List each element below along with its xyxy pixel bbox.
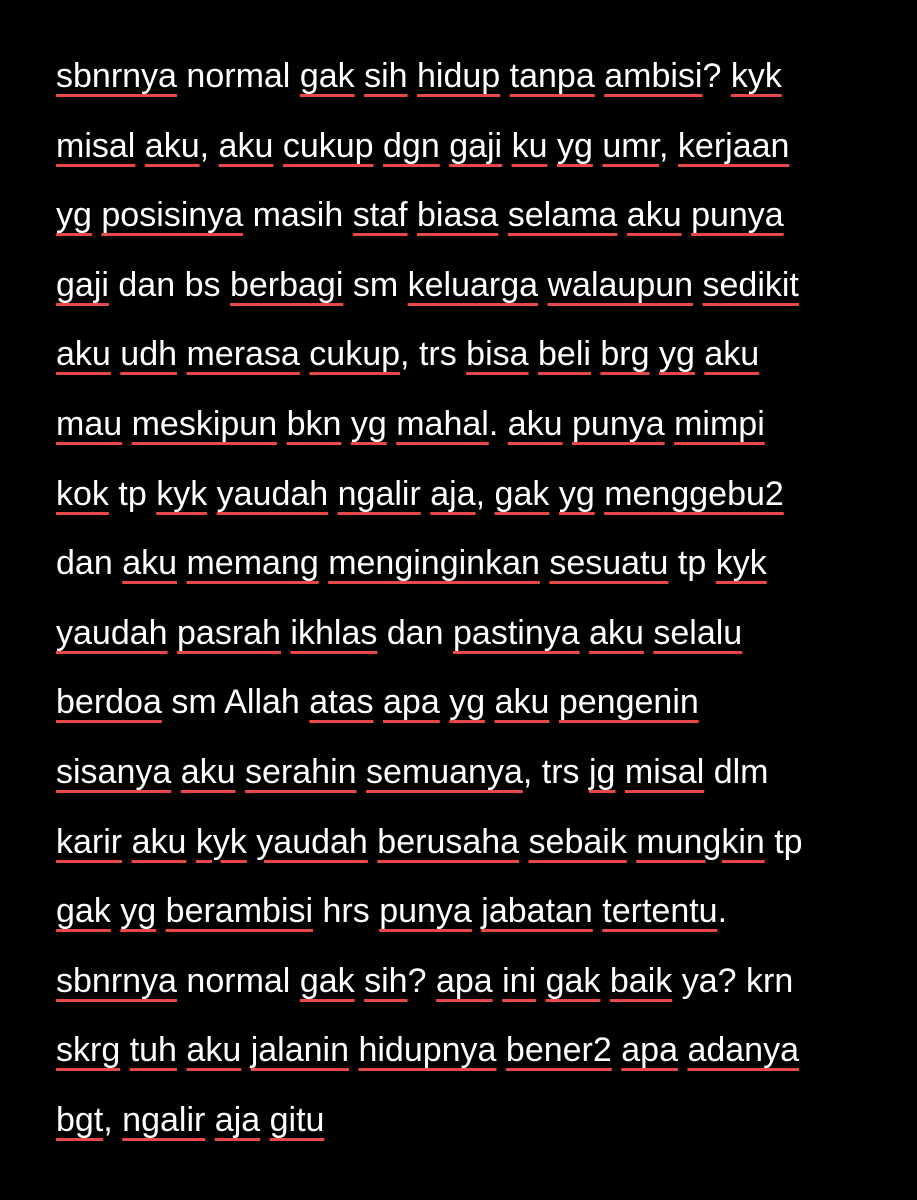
- misspelled-word[interactable]: kyk: [156, 474, 208, 513]
- misspelled-word[interactable]: atas: [309, 683, 374, 722]
- misspelled-word[interactable]: gak: [56, 892, 111, 931]
- misspelled-word[interactable]: berbagi: [229, 265, 344, 304]
- misspelled-word[interactable]: pasrah: [177, 613, 281, 652]
- misspelled-word[interactable]: yg: [350, 404, 387, 443]
- misspelled-word[interactable]: gak: [494, 474, 550, 513]
- misspelled-word[interactable]: sih: [364, 961, 408, 1000]
- misspelled-word[interactable]: yg: [556, 126, 593, 165]
- misspelled-word[interactable]: sedikit: [702, 265, 799, 304]
- word: normal: [186, 961, 291, 1000]
- misspelled-word[interactable]: merasa: [186, 335, 300, 374]
- misspelled-word[interactable]: tuh: [129, 1031, 177, 1070]
- text-line: [56, 185, 896, 255]
- misspelled-word[interactable]: ambisi: [604, 57, 703, 95]
- misspelled-word[interactable]: aku: [704, 335, 760, 374]
- text-line: [56, 464, 896, 534]
- text-line: [56, 324, 896, 394]
- misspelled-word[interactable]: mimpi: [674, 404, 765, 443]
- misspelled-word[interactable]: sebaik: [528, 822, 627, 861]
- misspelled-word[interactable]: baik: [609, 961, 673, 1000]
- word: krn: [746, 961, 794, 1000]
- text-line: [56, 116, 896, 186]
- word: sm: [171, 683, 217, 722]
- punctuation: ,: [400, 335, 410, 374]
- text-line: [56, 951, 896, 1021]
- punctuation: .: [488, 404, 499, 443]
- text-line: [56, 603, 896, 673]
- word: ya?: [681, 961, 737, 1000]
- punctuation: ,: [103, 1100, 113, 1139]
- text-line: [56, 742, 896, 812]
- misspelled-word[interactable]: gaji: [56, 265, 109, 304]
- misspelled-word[interactable]: sbnrnya: [56, 57, 177, 95]
- misspelled-word[interactable]: walaupun: [547, 265, 694, 304]
- misspelled-word[interactable]: aku: [56, 335, 111, 374]
- text-editor-area[interactable]: [56, 46, 896, 1160]
- misspelled-word[interactable]: sesuatu: [549, 544, 669, 583]
- text-line: [56, 672, 896, 742]
- misspelled-word[interactable]: umr: [602, 126, 660, 165]
- misspelled-word[interactable]: yaudah: [56, 613, 168, 652]
- misspelled-word[interactable]: aku: [218, 126, 274, 165]
- misspelled-word[interactable]: aja: [430, 474, 476, 513]
- misspelled-word[interactable]: udh: [120, 335, 178, 374]
- misspelled-word[interactable]: berusaha: [377, 822, 520, 861]
- misspelled-word[interactable]: pastinya: [453, 613, 580, 652]
- misspelled-word[interactable]: ngalir: [337, 474, 421, 513]
- misspelled-word[interactable]: menggebu2: [604, 474, 784, 513]
- text-line: [56, 1020, 896, 1090]
- misspelled-word[interactable]: karir: [56, 822, 123, 861]
- misspelled-word[interactable]: cukup: [282, 126, 374, 165]
- misspelled-word[interactable]: ikhlas: [290, 613, 378, 652]
- misspelled-word[interactable]: aku: [494, 683, 550, 722]
- text-line: [56, 533, 896, 603]
- word: tp: [774, 822, 803, 861]
- misspelled-word[interactable]: skrg: [56, 1031, 121, 1070]
- misspelled-word[interactable]: kyk: [195, 822, 247, 861]
- misspelled-word[interactable]: misal: [624, 752, 705, 791]
- punctuation: ?: [407, 961, 427, 1000]
- misspelled-word[interactable]: gak: [299, 57, 355, 95]
- misspelled-word[interactable]: pengenin: [558, 683, 699, 722]
- misspelled-word[interactable]: gitu: [269, 1100, 325, 1139]
- misspelled-word[interactable]: yaudah: [256, 822, 368, 861]
- text-line: [56, 394, 896, 464]
- misspelled-word[interactable]: ku: [511, 126, 548, 165]
- misspelled-word[interactable]: memang: [186, 544, 319, 583]
- misspelled-word[interactable]: punya: [691, 196, 784, 235]
- text-line: [56, 881, 896, 951]
- misspelled-word[interactable]: bkn: [286, 404, 342, 443]
- word: tp: [677, 544, 707, 583]
- misspelled-word[interactable]: aja: [214, 1100, 261, 1139]
- misspelled-word[interactable]: kerjaan: [677, 126, 790, 165]
- punctuation: ,: [475, 474, 486, 513]
- misspelled-word[interactable]: yg: [56, 196, 92, 235]
- misspelled-word[interactable]: mahal: [396, 404, 489, 443]
- word: tp: [118, 474, 147, 513]
- punctuation: .: [717, 892, 728, 931]
- word: bs: [184, 265, 221, 304]
- misspelled-word[interactable]: gak: [545, 961, 601, 1000]
- misspelled-word[interactable]: bisa: [466, 335, 529, 374]
- misspelled-word[interactable]: sih: [364, 57, 408, 95]
- misspelled-word[interactable]: hidupnya: [358, 1031, 497, 1070]
- misspelled-word[interactable]: punya: [572, 404, 665, 443]
- text-line: [56, 1090, 896, 1160]
- misspelled-word[interactable]: tertentu: [602, 892, 718, 931]
- word: dan: [56, 544, 113, 583]
- misspelled-word[interactable]: aku: [626, 196, 682, 235]
- misspelled-word[interactable]: keluarga: [407, 265, 539, 304]
- misspelled-word[interactable]: aku: [180, 752, 236, 791]
- text-line: [56, 255, 896, 325]
- word: normal: [186, 57, 291, 95]
- misspelled-word[interactable]: apa: [435, 961, 493, 1000]
- misspelled-word[interactable]: jalanin: [250, 1031, 349, 1070]
- misspelled-word[interactable]: aku: [122, 544, 178, 583]
- misspelled-word[interactable]: aku: [589, 613, 644, 652]
- word: sm: [352, 265, 399, 304]
- misspelled-word[interactable]: sbnrnya: [56, 961, 177, 1000]
- word: trs: [541, 752, 580, 791]
- text-line: [56, 812, 896, 882]
- misspelled-word[interactable]: aku: [144, 126, 200, 165]
- misspelled-word[interactable]: berdoa: [56, 683, 162, 722]
- word: dan: [118, 265, 176, 304]
- misspelled-word[interactable]: jg: [589, 752, 616, 791]
- misspelled-word[interactable]: apa: [621, 1031, 678, 1070]
- misspelled-word[interactable]: cukup: [309, 335, 401, 374]
- text-line: [56, 46, 896, 116]
- misspelled-word[interactable]: yg: [449, 683, 486, 722]
- punctuation: ?: [702, 57, 722, 95]
- word: dan: [386, 613, 444, 652]
- misspelled-word[interactable]: yaudah: [216, 474, 329, 513]
- misspelled-word[interactable]: yg: [658, 335, 695, 374]
- misspelled-word[interactable]: ini: [502, 961, 537, 1000]
- punctuation: ,: [522, 752, 533, 791]
- misspelled-word[interactable]: gaji: [449, 126, 503, 165]
- misspelled-word[interactable]: mau: [56, 404, 123, 443]
- misspelled-word[interactable]: tanpa: [509, 57, 595, 95]
- word: masih: [252, 196, 344, 235]
- misspelled-word[interactable]: misal: [56, 126, 136, 165]
- misspelled-word[interactable]: yg: [120, 892, 157, 931]
- punctuation: ,: [659, 126, 669, 165]
- misspelled-word[interactable]: meskipun: [131, 404, 278, 443]
- misspelled-word[interactable]: selalu: [653, 613, 743, 652]
- misspelled-word[interactable]: ngalir: [122, 1100, 206, 1139]
- misspelled-word[interactable]: adanya: [687, 1031, 799, 1070]
- misspelled-word[interactable]: bener2: [505, 1031, 612, 1070]
- misspelled-word[interactable]: semuanya: [365, 752, 523, 791]
- misspelled-word[interactable]: serahin: [245, 752, 357, 791]
- word: hrs: [322, 892, 370, 931]
- misspelled-word[interactable]: mungkin: [636, 822, 765, 861]
- misspelled-word[interactable]: biasa: [417, 196, 499, 235]
- misspelled-word[interactable]: kok: [56, 474, 109, 513]
- misspelled-word[interactable]: kyk: [715, 544, 767, 583]
- word: Allah: [224, 683, 300, 722]
- misspelled-word[interactable]: aku: [131, 822, 187, 861]
- misspelled-word[interactable]: jabatan: [481, 892, 593, 931]
- misspelled-word[interactable]: yg: [558, 474, 595, 513]
- misspelled-word[interactable]: selama: [507, 196, 618, 235]
- word: trs: [418, 335, 457, 374]
- misspelled-word[interactable]: brg: [600, 335, 650, 374]
- misspelled-word[interactable]: aku: [186, 1031, 242, 1070]
- misspelled-word[interactable]: staf: [352, 196, 408, 235]
- misspelled-word[interactable]: bgt: [56, 1100, 104, 1139]
- misspelled-word[interactable]: beli: [538, 335, 591, 374]
- misspelled-word[interactable]: gak: [299, 961, 355, 1000]
- misspelled-word[interactable]: sisanya: [56, 752, 172, 791]
- misspelled-word[interactable]: dgn: [383, 126, 440, 165]
- word: dlm: [713, 752, 769, 791]
- misspelled-word[interactable]: apa: [383, 683, 440, 722]
- misspelled-word[interactable]: aku: [507, 404, 563, 443]
- punctuation: ,: [199, 126, 210, 165]
- misspelled-word[interactable]: menginginkan: [328, 544, 540, 583]
- misspelled-word[interactable]: berambisi: [165, 892, 314, 931]
- misspelled-word[interactable]: kyk: [730, 57, 782, 95]
- misspelled-word[interactable]: punya: [379, 892, 472, 931]
- misspelled-word[interactable]: posisinya: [101, 196, 244, 235]
- misspelled-word[interactable]: hidup: [417, 57, 501, 95]
